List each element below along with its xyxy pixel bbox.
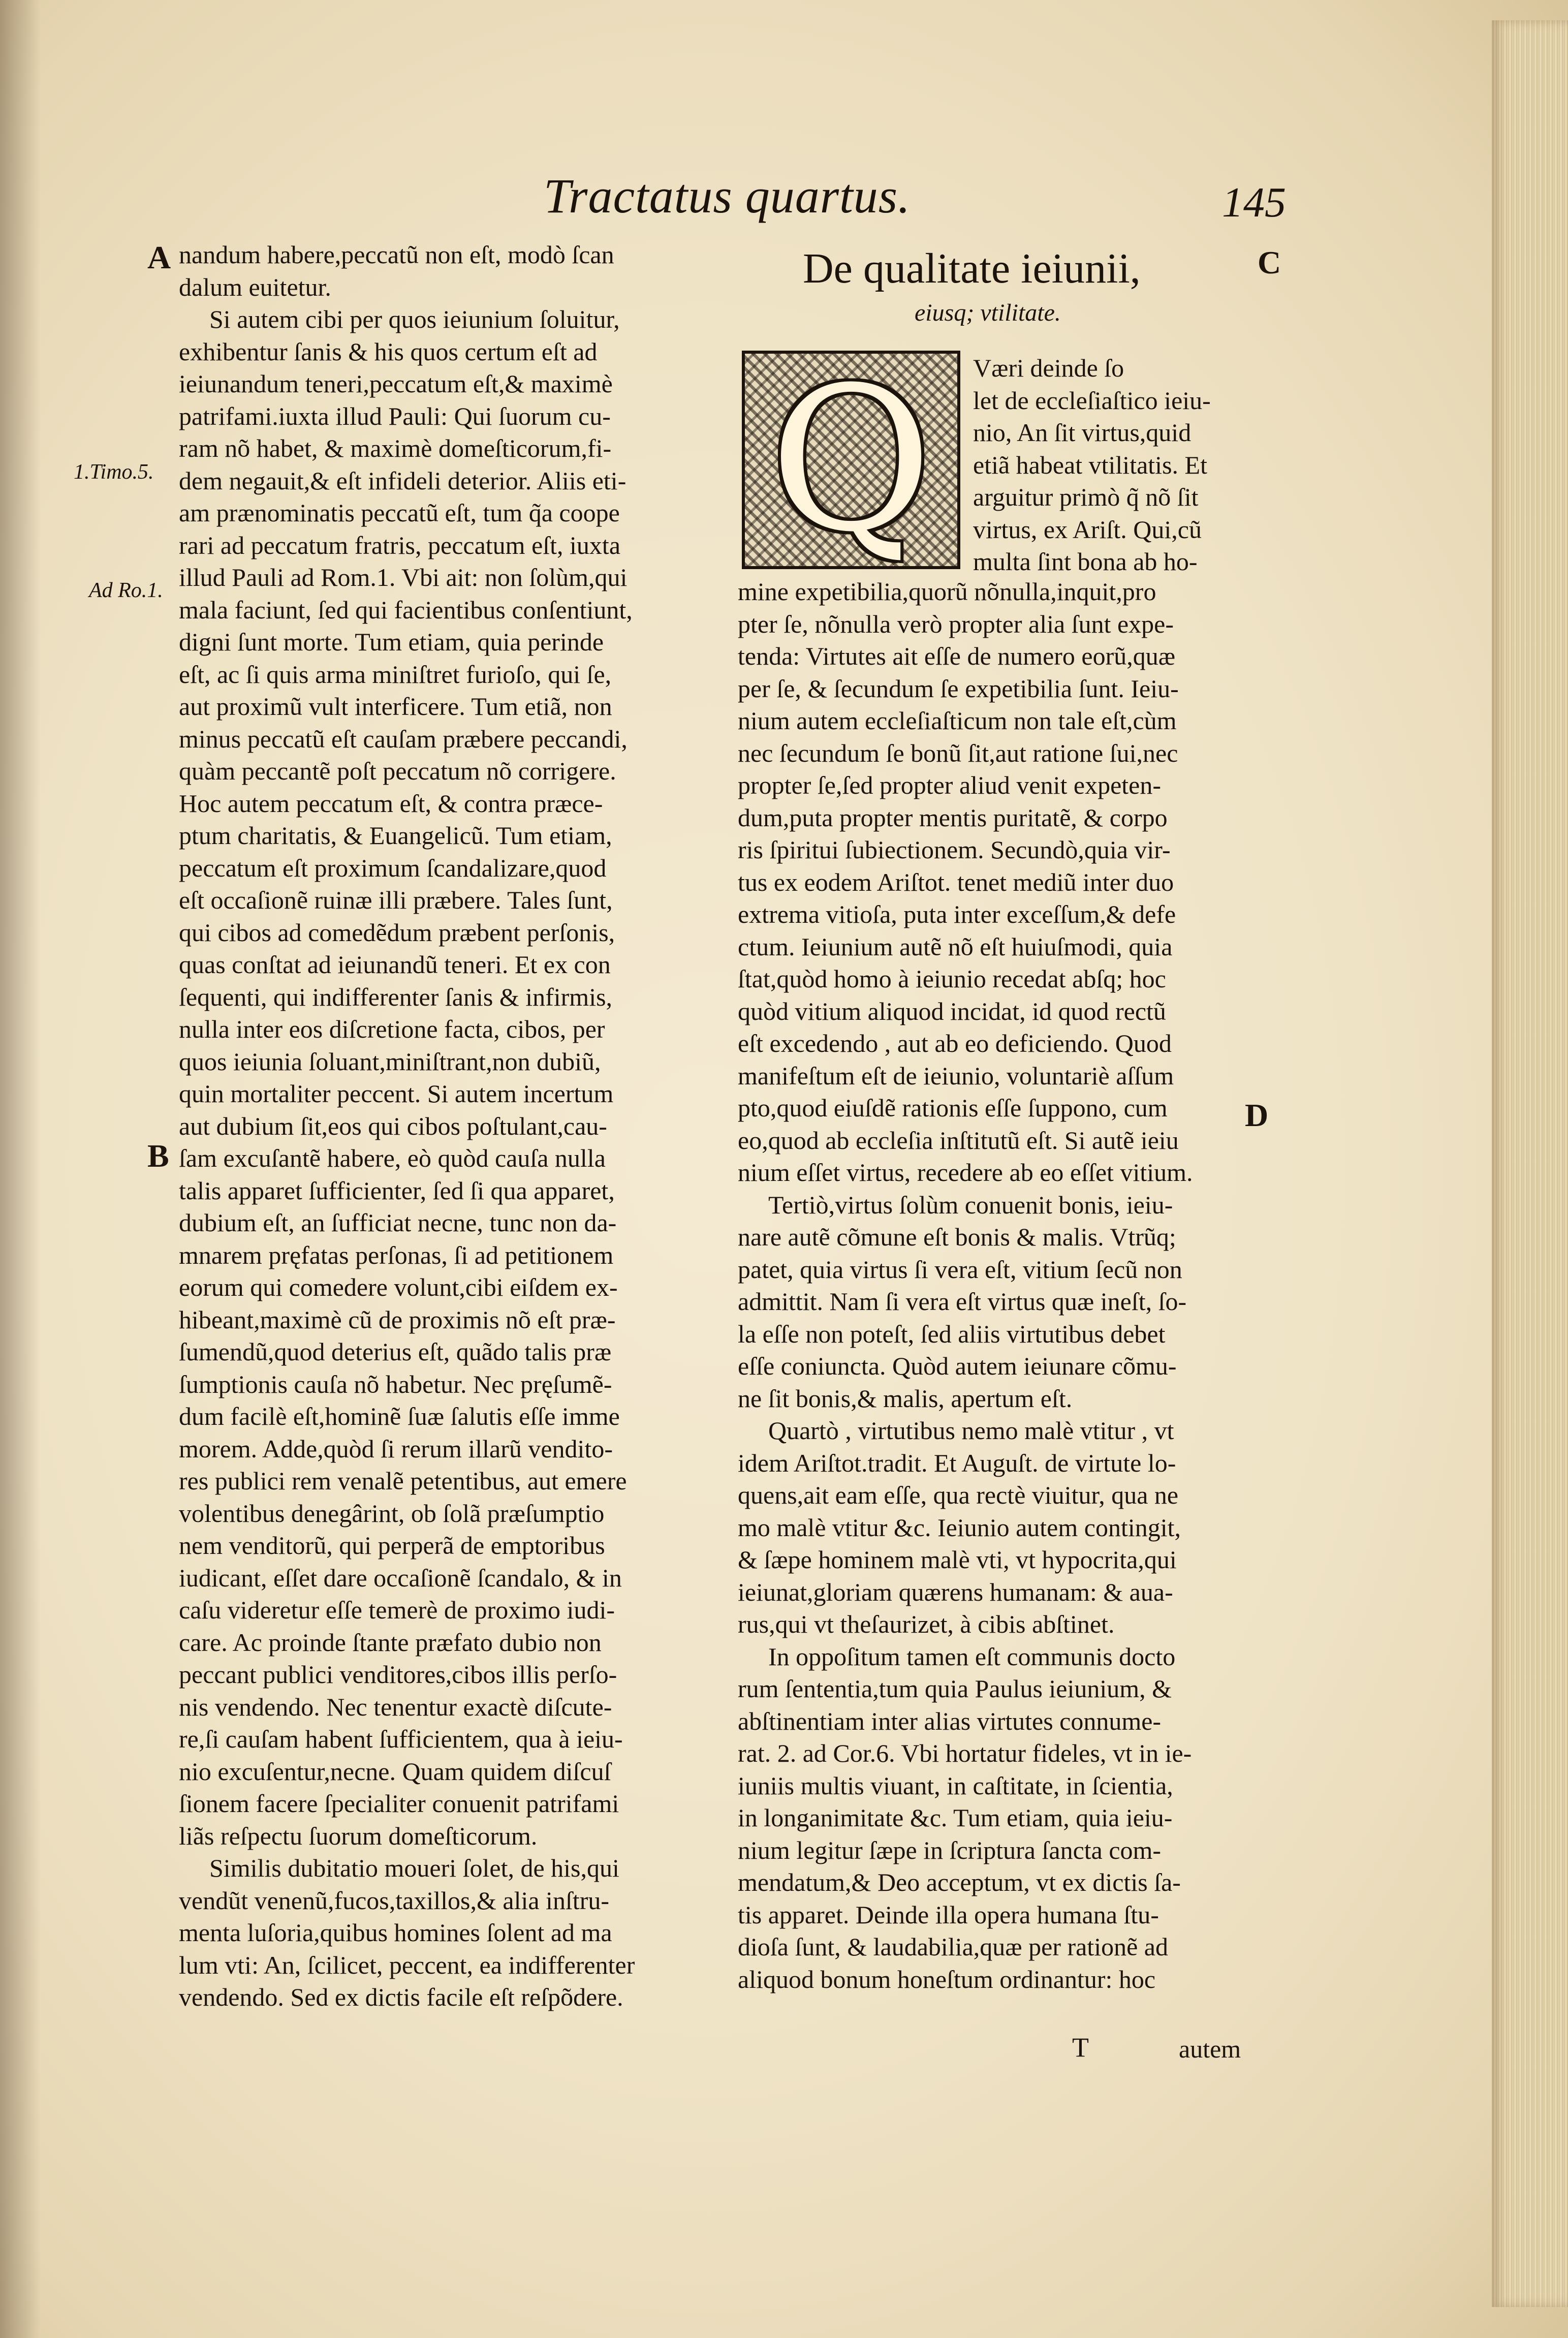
text-line: tis apparet. Deinde illa opera humana ſtu- <box>738 1900 1159 1929</box>
text-line: multa ſint bona ab ho- <box>973 547 1198 576</box>
text-line: ris ſpiritui ſubiectionem. Secundò,quia vir- <box>738 835 1171 864</box>
text-line: mala faciunt, ſed qui facientibus conſentiunt, <box>179 595 633 624</box>
margin-note-timothy: 1.Timo.5. <box>74 460 154 484</box>
text-line: morem. Adde,quòd ſi rerum illarũ vendito- <box>179 1434 613 1463</box>
text-line: patet, quia virtus ſi vera eſt, vitium ſecũ non <box>738 1255 1182 1284</box>
text-line: res publici rem venalẽ petentibus, aut emere <box>179 1467 627 1495</box>
right-column-top <box>973 352 1258 578</box>
text-line: rus,qui vt theſaurizet, à cibis abſtinet. <box>738 1610 1115 1638</box>
text-line: ſequenti, qui indifferenter ſanis & infirmis, <box>179 982 613 1011</box>
text-line: minus peccatũ eſt cauſam præbere peccandi, <box>179 724 628 753</box>
text-line: dubium eſt, an ſufficiat necne, tunc non da- <box>179 1208 617 1237</box>
chapter-title: De qualitate ieiunii, <box>803 245 1141 292</box>
decorated-initial <box>742 345 960 575</box>
text-line: virtus, ex Ariſt. Qui,cũ <box>973 515 1202 544</box>
text-line: quens,ait eam eſſe, qua rectè viuitur, qua ne <box>738 1481 1179 1509</box>
text-line: quòd vitium aliquod incidat, id quod rectũ <box>738 996 1166 1025</box>
text-line: mnarem pręfatas perſonas, ſi ad petitionem <box>179 1240 614 1269</box>
text-line: nio, An ſit virtus,quid <box>973 418 1191 447</box>
catchword: autem <box>1179 2035 1241 2063</box>
page-number: 145 <box>1222 179 1286 226</box>
text-line: mo malè vtitur &c. Ieiunio autem contingit, <box>738 1513 1181 1542</box>
text-line: mendatum,& Deo acceptum, vt ex dictis ſa- <box>738 1868 1181 1896</box>
section-letter-b: B <box>147 1138 169 1174</box>
text-line: qui cibos ad comedẽdum præbent perſonis, <box>179 918 615 947</box>
text-line: peccatum eſt proximum ſcandalizare,quod <box>179 853 607 882</box>
text-line: etiã habeat vtilitatis. Et <box>973 450 1207 479</box>
text-line: ſtat,quòd homo à ieiunio recedat abſq; hoc <box>738 964 1166 993</box>
text-line: idem Ariſtot.tradit. Et Auguſt. de virtute lo- <box>738 1448 1176 1477</box>
text-line: in longanimitate &c. Tum etiam, quia ieiu- <box>738 1803 1173 1832</box>
text-line: let de eccleſiaſtico ieiu- <box>973 386 1211 415</box>
text-line: caſu videretur eſſe temerè de proximo iudi- <box>179 1596 615 1624</box>
text-line: ram nõ habet, & maximè domeſticorum,fi- <box>179 434 612 462</box>
text-line: Væri deinde ſo <box>973 354 1124 382</box>
text-line: illud Pauli ad Rom.1. Vbi ait: non ſolùm,qui <box>179 563 628 591</box>
text-line: ctum. Ieiunium autẽ nõ eſt huiuſmodi, quia <box>738 932 1173 961</box>
signature-mark: T <box>1072 2032 1089 2063</box>
text-line: propter ſe,ſed propter aliud venit expeten- <box>738 771 1162 799</box>
text-line: quas conſtat ad ieiunandũ teneri. Et ex con <box>179 950 611 979</box>
text-line: arguitur primò q̃ nõ ſit <box>973 483 1199 511</box>
text-line: iudicant, eſſet dare occaſionẽ ſcandalo, & in <box>179 1563 622 1592</box>
text-line: tus ex eodem Ariſtot. tenet mediũ inter duo <box>738 867 1174 896</box>
right-column <box>738 576 1256 1996</box>
text-line: nio excuſentur,necne. Quam quidem diſcuſ <box>179 1757 611 1786</box>
chapter-subtitle: eiusq; vtilitate. <box>915 299 1061 326</box>
text-line: rari ad peccatum fratris, peccatum eſt, iuxta <box>179 531 621 559</box>
text-line: rum ſententia,tum quia Paulus ieiunium, & <box>738 1674 1172 1703</box>
page-edges <box>1492 20 1568 2307</box>
text-line: pter ſe, nõnulla verò propter alia ſunt expe- <box>738 609 1174 638</box>
section-letter-c: C <box>1258 244 1281 280</box>
text-line: peccant publici venditores,cibos illis perſo- <box>179 1660 617 1689</box>
text-line: dalum euitetur. <box>179 272 331 301</box>
text-line: ſumptionis cauſa nõ habetur. Nec pręſumẽ- <box>179 1369 612 1398</box>
text-line: ſumendũ,quod deterius eſt, quãdo talis præ <box>179 1337 612 1366</box>
text-line: nis vendendo. Nec tenentur exactè diſcute- <box>179 1692 612 1721</box>
text-line: exhibentur ſanis & his quos certum eſt ad <box>179 337 598 366</box>
text-line: rat. 2. ad Cor.6. Vbi hortatur fideles, vt in ie- <box>738 1739 1192 1767</box>
text-line: ne ſit bonis,& malis, apertum eſt. <box>738 1384 1073 1413</box>
text-line: per ſe, & ſecundum ſe expetibilia ſunt. Ieiu- <box>738 674 1179 703</box>
text-line: la eſſe non poteſt, ſed aliis virtutibus debet <box>738 1319 1166 1348</box>
text-line: aliquod bonum honeſtum ordinantur: hoc <box>738 1965 1156 1993</box>
text-line: eſſe coniuncta. Quòd autem ieiunare cõmu- <box>738 1352 1177 1380</box>
text-line: ſionem facere ſpecialiter conuenit patrifami <box>179 1789 619 1818</box>
text-line: eo,quod ab eccleſia inſtitutũ eſt. Si autẽ ieiu <box>738 1126 1179 1155</box>
left-column <box>179 239 697 2014</box>
section-letter-a: A <box>147 239 171 275</box>
text-line: quin mortaliter peccent. Si autem incertum <box>179 1079 614 1108</box>
text-line: nare autẽ cõmune eſt bonis & malis. Vtrũq; <box>738 1223 1176 1251</box>
margin-note-romans: Ad Ro.1. <box>89 579 163 602</box>
text-line: manifeſtum eſt de ieiunio, voluntariè aſſum <box>738 1061 1174 1090</box>
text-line: nium eſſet virtus, recedere ab eo eſſet vitium. <box>738 1158 1193 1187</box>
text-line: ſam excuſantẽ habere, eò quòd cauſa nulla <box>179 1144 606 1172</box>
text-line: talis apparet ſufficienter, ſed ſi qua apparet, <box>179 1176 615 1205</box>
text-line: hibeant,maximè cũ de proximis nõ eſt præ- <box>179 1305 616 1334</box>
text-line: Tertiò,virtus ſolùm conuenit bonis, ieiu- <box>768 1190 1173 1219</box>
text-line: pto,quod eiuſdẽ rationis eſſe ſuppono, cum <box>738 1094 1168 1122</box>
text-line: Si autem cibi per quos ieiunium ſoluitur, <box>209 305 620 333</box>
text-line: & ſæpe hominem malè vti, vt hypocrita,qui <box>738 1545 1177 1574</box>
text-line: eſt, ac ſi quis arma miniſtret furioſo, qui ſe, <box>179 660 612 689</box>
text-line: Similis dubitatio moueri ſolet, de his,qui <box>209 1854 619 1882</box>
text-line: aut dubium ſit,eos qui cibos poſtulant,cau- <box>179 1111 607 1140</box>
text-line: eſt excedendo , aut ab eo deficiendo. Quod <box>738 1029 1172 1057</box>
text-line: nem venditorũ, qui perperã de emptoribus <box>179 1531 605 1560</box>
text-line: dioſa ſunt, & laudabilia,quæ per rationẽ ad <box>738 1932 1168 1961</box>
text-line: dum facilè eſt,hominẽ ſuæ ſalutis eſſe imme <box>179 1402 620 1430</box>
text-line: Quartò , virtutibus nemo malè vtitur , vt <box>768 1416 1174 1445</box>
text-line: In oppoſitum tamen eſt communis docto <box>768 1642 1176 1671</box>
text-line: abſtinentiam inter alias virtutes connume- <box>738 1706 1162 1735</box>
text-line: liãs reſpectu ſuorum domeſticorum. <box>179 1821 538 1850</box>
text-line: eorum qui comedere volunt,cibi eiſdem ex- <box>179 1273 618 1301</box>
running-title: Tractatus quartus. <box>544 169 911 223</box>
text-line: volentibus denegârint, ob ſolã præſumptio <box>179 1499 605 1528</box>
text-line: quàm peccantẽ poſt peccatum nõ corrigere. <box>179 757 616 785</box>
text-line: nulla inter eos diſcretione facta, cibos, per <box>179 1015 605 1043</box>
text-line: extrema vitioſa, puta inter exceſſum,& defe <box>738 900 1176 928</box>
text-line: patrifami.iuxta illud Pauli: Qui ſuorum cu- <box>179 401 611 430</box>
text-line: admittit. Nam ſi vera eſt virtus quæ ineſt, ſo- <box>738 1287 1187 1316</box>
text-line: vendũt venenũ,fucos,taxillos,& alia inſtru- <box>179 1886 610 1915</box>
text-line: nec ſecundum ſe bonũ ſit,aut ratione ſui,nec <box>738 738 1178 767</box>
text-line: dem negauit,& eſt infideli deterior. Aliis eti- <box>179 466 626 495</box>
text-line: tenda: Virtutes ait eſſe de numero eorũ,quæ <box>738 642 1176 670</box>
text-line: eſt occaſionẽ ruinæ illi præbere. Tales ſunt, <box>179 886 613 914</box>
text-line: care. Ac proinde ſtante præfato dubio non <box>179 1628 602 1657</box>
text-line: ieiunandum teneri,peccatum eſt,& maximè <box>179 369 613 398</box>
text-line: menta luſoria,quibus homines ſolent ad ma <box>179 1918 612 1947</box>
text-line: quos ieiunia ſoluant,miniſtrant,non dubiũ, <box>179 1047 601 1076</box>
text-line: nium autem eccleſiaſticum non tale eſt,cùm <box>738 706 1177 735</box>
gutter-shadow <box>0 0 41 2338</box>
text-line: aut proximũ vult interficere. Tum etiã, non <box>179 692 612 721</box>
text-line: lum vti: An, ſcilicet, peccent, ea indifferenter <box>179 1950 635 1979</box>
text-line: nium legitur ſæpe in ſcriptura ſancta com- <box>738 1835 1162 1864</box>
text-line: Hoc autem peccatum eſt, & contra præce- <box>179 789 603 818</box>
text-line: digni ſunt morte. Tum etiam, quia perinde <box>179 628 604 656</box>
section-letter-d: D <box>1245 1097 1269 1133</box>
text-line: re,ſi cauſam habent ſufficientem, qua à ieiu- <box>179 1725 623 1753</box>
text-line: nandum habere,peccatũ non eſt, modò ſcan <box>179 240 614 269</box>
text-line: vendendo. Sed ex dictis facile eſt reſpõdere. <box>179 1983 623 2011</box>
text-line: mine expetibilia,quorũ nõnulla,inquit,pro <box>738 577 1156 606</box>
initial-letter: Q <box>770 345 932 575</box>
text-line: iuniis multis viuant, in caſtitate, in ſcientia, <box>738 1771 1173 1800</box>
text-line: ptum charitatis, & Euangelicũ. Tum etiam, <box>179 821 612 850</box>
text-line: dum,puta propter mentis puritatẽ, & corpo <box>738 803 1168 832</box>
text-line: am prænominatis peccatũ eſt, tum q̃a coope <box>179 498 620 527</box>
text-line: ieiunat,gloriam quærens humanam: & aua- <box>738 1577 1173 1606</box>
